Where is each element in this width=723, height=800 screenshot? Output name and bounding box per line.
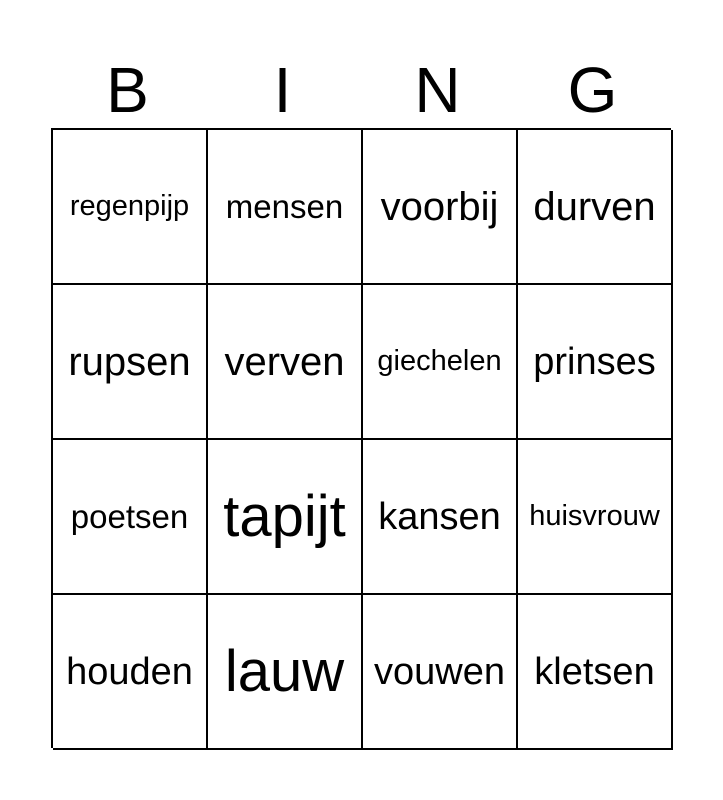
- bingo-cell[interactable]: voorbij: [363, 130, 518, 285]
- bingo-cell[interactable]: regenpijp: [53, 130, 208, 285]
- bingo-cell[interactable]: huisvrouw: [518, 440, 673, 595]
- bingo-cell[interactable]: kletsen: [518, 595, 673, 750]
- bingo-cell[interactable]: rupsen: [53, 285, 208, 440]
- bingo-card-grid: [51, 128, 671, 748]
- bingo-header: [50, 52, 670, 128]
- bingo-cell[interactable]: verven: [208, 285, 363, 440]
- bingo-cell[interactable]: mensen: [208, 130, 363, 285]
- bingo-cell[interactable]: giechelen: [363, 285, 518, 440]
- bingo-cell[interactable]: tapijt: [208, 440, 363, 595]
- header-letter-g: G: [567, 54, 618, 126]
- bingo-cell[interactable]: durven: [518, 130, 673, 285]
- bingo-cell[interactable]: vouwen: [363, 595, 518, 750]
- header-letter-n: N: [414, 54, 461, 126]
- bingo-cell[interactable]: houden: [53, 595, 208, 750]
- bingo-cell[interactable]: prinses: [518, 285, 673, 440]
- bingo-cell[interactable]: poetsen: [53, 440, 208, 595]
- header-letter-b: B: [106, 54, 149, 126]
- bingo-cell[interactable]: kansen: [363, 440, 518, 595]
- header-letter-i: I: [273, 54, 292, 126]
- bingo-cell[interactable]: lauw: [208, 595, 363, 750]
